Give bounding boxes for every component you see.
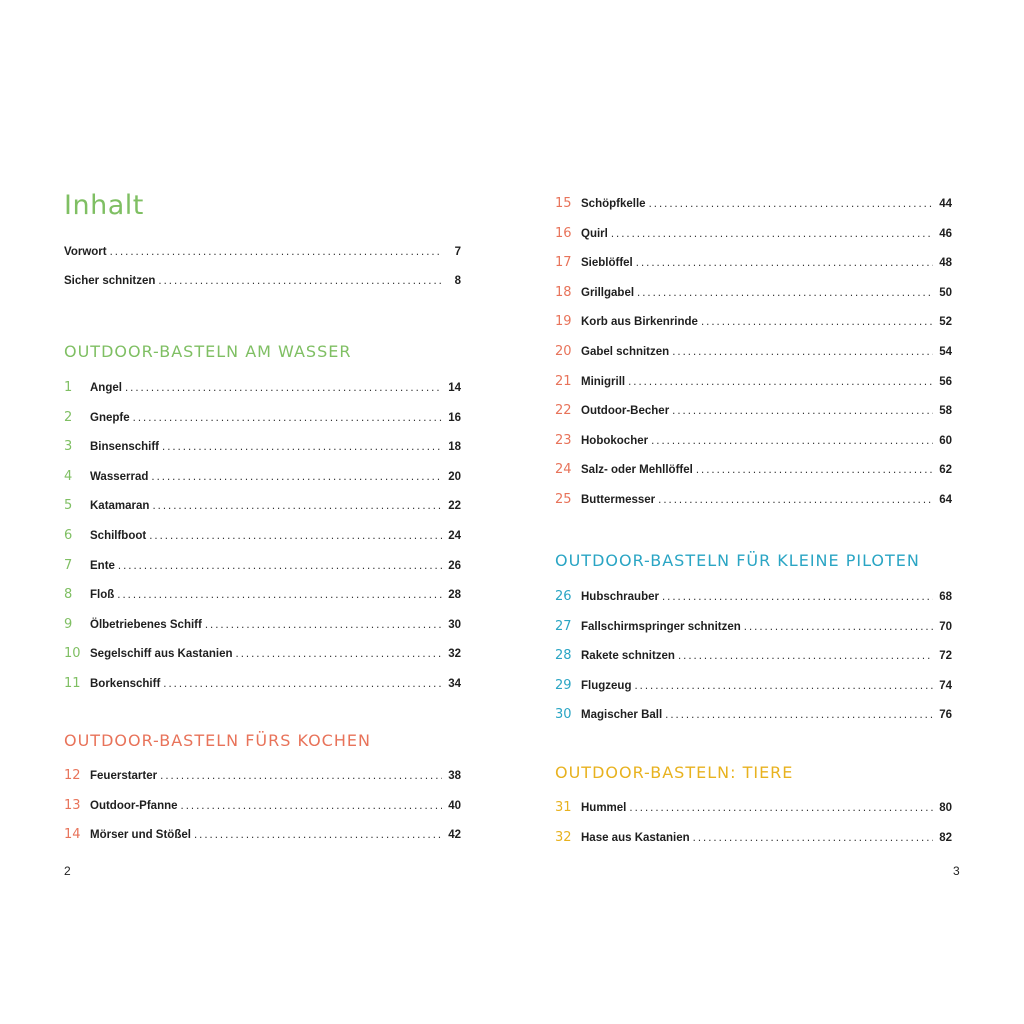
toc-entry[interactable]	[64, 469, 461, 487]
entry-page: 62	[939, 464, 952, 477]
toc-entry[interactable]	[64, 380, 461, 398]
toc-entry[interactable]	[64, 768, 461, 786]
entry-label: Hummel	[581, 802, 627, 814]
toc-entry[interactable]	[64, 558, 461, 576]
leader-dots	[158, 275, 442, 287]
entry-number: 22	[555, 403, 572, 419]
leader-dots	[149, 530, 442, 542]
leader-dots	[637, 287, 933, 299]
entry-label: Hubschrauber	[581, 591, 659, 603]
right-page	[512, 0, 1024, 1024]
toc-entry[interactable]	[555, 707, 952, 725]
toc-entry[interactable]	[64, 827, 461, 845]
entry-label: Schilfboot	[90, 530, 147, 542]
entry-number: 11	[64, 676, 81, 691]
entry-page: 38	[448, 770, 461, 782]
entry-number: 30	[555, 707, 572, 723]
entry-number: 27	[555, 618, 572, 634]
leader-dots	[678, 650, 933, 662]
entry-label: Feuerstarter	[90, 770, 158, 782]
entry-number: 12	[64, 768, 81, 783]
entry-page: 58	[939, 405, 952, 418]
leader-dots	[628, 376, 933, 388]
entry-page: 82	[939, 831, 952, 844]
leader-dots	[125, 382, 442, 394]
entry-page: 24	[448, 530, 461, 542]
leader-dots	[636, 257, 933, 269]
leader-dots	[651, 435, 933, 447]
page-number-right: 3	[953, 864, 960, 878]
entry-page: 40	[448, 799, 461, 812]
toc-entry[interactable]	[64, 798, 461, 816]
entry-number: 4	[64, 468, 73, 484]
entry-number: 5	[64, 498, 73, 514]
entry-number: 31	[555, 800, 572, 815]
toc-entry-vorwort[interactable]	[64, 246, 461, 264]
entry-page: 50	[939, 286, 952, 299]
entry-number: 21	[555, 373, 572, 389]
entry-label: Gnepfe	[90, 411, 130, 424]
toc-entry[interactable]	[555, 619, 952, 637]
toc-entry[interactable]	[64, 587, 461, 605]
entry-page: 22	[448, 500, 461, 513]
leader-dots	[194, 829, 442, 841]
leader-dots	[160, 770, 442, 782]
entry-page: 80	[939, 802, 952, 814]
entry-label: Sicher schnitzen	[64, 275, 156, 287]
entry-label: Wasserrad	[90, 470, 149, 483]
toc-entry[interactable]	[555, 196, 952, 214]
entry-page: 76	[939, 709, 952, 722]
entry-number: 15	[555, 196, 572, 211]
toc-entry[interactable]	[64, 528, 461, 546]
leader-dots	[118, 560, 442, 572]
entry-number: 13	[64, 797, 81, 813]
entry-label: Grillgabel	[581, 286, 635, 299]
entry-page: 26	[448, 559, 461, 572]
entry-label: Schöpfkelle	[581, 198, 646, 210]
page-number-left: 2	[64, 864, 71, 878]
leader-dots	[162, 441, 442, 453]
entry-number: 7	[64, 557, 73, 573]
leader-dots	[634, 680, 933, 692]
entry-page: 68	[939, 591, 952, 603]
entry-number: 18	[555, 284, 572, 300]
entry-page: 64	[939, 494, 952, 506]
section-heading-kochen: OUTDOOR-BASTELN FÜRS KOCHEN	[64, 731, 371, 750]
leader-dots	[152, 500, 442, 512]
entry-label: Ente	[90, 559, 115, 572]
entry-label: Ölbetriebenes Schiff	[90, 618, 202, 631]
entry-page: 42	[448, 829, 461, 842]
entry-number: 14	[64, 827, 81, 843]
entry-page: 54	[939, 346, 952, 358]
toc-entry[interactable]	[555, 403, 952, 421]
toc-entry[interactable]	[555, 344, 952, 362]
toc-entry-sicher-schnitzen[interactable]	[64, 275, 461, 293]
leader-dots	[629, 802, 933, 814]
entry-label: Angel	[90, 382, 122, 394]
entry-page: 60	[939, 434, 952, 447]
entry-label: Mörser und Stößel	[90, 829, 191, 842]
entry-number: 10	[64, 646, 81, 662]
toc-entry[interactable]	[555, 678, 952, 696]
entry-number: 24	[555, 462, 572, 478]
toc-entry[interactable]	[64, 646, 461, 664]
entry-label: Borkenschiff	[90, 678, 161, 690]
toc-entry[interactable]	[555, 374, 952, 392]
leader-dots	[672, 405, 933, 417]
entry-page: 74	[939, 679, 952, 692]
entry-label: Quirl	[581, 227, 608, 240]
entry-number: 9	[64, 616, 73, 632]
entry-label: Katamaran	[90, 500, 150, 513]
entry-number: 2	[64, 409, 73, 425]
entry-page: 8	[454, 275, 461, 287]
toc-entry[interactable]	[64, 439, 461, 457]
leader-dots	[658, 494, 933, 506]
entry-page: 34	[448, 678, 461, 690]
leader-dots	[665, 709, 933, 721]
toc-entry[interactable]	[555, 285, 952, 303]
entry-label: Korb aus Birkenrinde	[581, 316, 698, 329]
entry-number: 3	[64, 439, 73, 455]
entry-page: 20	[448, 470, 461, 483]
leader-dots	[181, 800, 442, 812]
toc-entry[interactable]	[555, 314, 952, 332]
entry-label: Binsenschiff	[90, 441, 160, 454]
toc-entry[interactable]	[555, 648, 952, 666]
entry-label: Hase aus Kastanien	[581, 831, 690, 844]
entry-page: 52	[939, 316, 952, 329]
entry-number: 32	[555, 829, 572, 845]
entry-page: 56	[939, 375, 952, 388]
entry-label: Segelschiff aus Kastanien	[90, 648, 233, 661]
toc-entry[interactable]	[555, 800, 952, 818]
entry-label: Flugzeug	[581, 679, 632, 692]
entry-label: Magischer Ball	[581, 709, 663, 722]
leader-dots	[744, 621, 933, 633]
entry-number: 19	[555, 314, 572, 330]
leader-dots	[696, 464, 933, 476]
entry-page: 48	[939, 257, 952, 270]
entry-page: 72	[939, 650, 952, 663]
toc-entry[interactable]	[555, 462, 952, 480]
entry-label: Sieblöffel	[581, 257, 633, 270]
entry-page: 14	[448, 382, 461, 394]
leader-dots	[693, 832, 933, 844]
entry-label: Outdoor-Becher	[581, 405, 670, 418]
entry-page: 46	[939, 227, 952, 240]
toc-entry[interactable]	[555, 492, 952, 510]
entry-label: Fallschirmspringer schnitzen	[581, 620, 741, 633]
toc-entry[interactable]	[555, 830, 952, 848]
entry-label: Minigrill	[581, 375, 626, 388]
entry-page: 30	[448, 618, 461, 631]
toc-entry[interactable]	[555, 589, 952, 607]
leader-dots	[117, 589, 442, 601]
leader-dots	[672, 346, 933, 358]
leader-dots	[163, 678, 442, 690]
section-heading-tiere: OUTDOOR-BASTELN: TIERE	[555, 763, 794, 782]
entry-page: 16	[448, 411, 461, 424]
leader-dots	[662, 591, 933, 603]
toc-entry[interactable]	[64, 676, 461, 694]
leader-dots	[611, 228, 933, 240]
leader-dots	[151, 471, 442, 483]
toc-title: Inhalt	[64, 190, 144, 221]
entry-page: 44	[939, 198, 952, 210]
leader-dots	[701, 316, 933, 328]
leader-dots	[236, 648, 442, 660]
leader-dots	[205, 619, 442, 631]
entry-label: Rakete schnitzen	[581, 650, 675, 663]
entry-label: Buttermesser	[581, 494, 656, 506]
entry-label: Salz- oder Mehllöffel	[581, 464, 693, 477]
toc-entry[interactable]	[555, 255, 952, 273]
entry-label: Vorwort	[64, 246, 107, 258]
entry-page: 18	[448, 441, 461, 454]
section-heading-wasser: OUTDOOR-BASTELN AM WASSER	[64, 342, 352, 361]
section-heading-piloten: OUTDOOR-BASTELN FÜR KLEINE PILOTEN	[555, 551, 920, 570]
toc-entry[interactable]	[64, 617, 461, 635]
entry-page: 32	[448, 648, 461, 661]
entry-number: 1	[64, 380, 73, 395]
leader-dots	[133, 412, 442, 424]
entry-number: 23	[555, 432, 572, 448]
entry-number: 6	[64, 528, 73, 543]
leader-dots	[110, 246, 442, 258]
entry-number: 16	[555, 225, 572, 241]
entry-number: 26	[555, 589, 572, 604]
entry-number: 25	[555, 492, 572, 507]
entry-page: 28	[448, 589, 461, 602]
toc-entry[interactable]	[555, 433, 952, 451]
entry-number: 8	[64, 587, 73, 603]
entry-number: 17	[555, 255, 572, 271]
entry-number: 29	[555, 677, 572, 693]
toc-entry[interactable]	[64, 410, 461, 428]
entry-page: 70	[939, 620, 952, 633]
leader-dots	[649, 198, 933, 210]
toc-entry[interactable]	[555, 226, 952, 244]
entry-label: Hobokocher	[581, 434, 649, 447]
entry-label: Floß	[90, 589, 115, 602]
toc-entry[interactable]	[64, 498, 461, 516]
entry-page: 7	[454, 246, 461, 258]
entry-number: 28	[555, 648, 572, 664]
entry-label: Gabel schnitzen	[581, 346, 670, 358]
entry-number: 20	[555, 344, 572, 359]
entry-label: Outdoor-Pfanne	[90, 799, 178, 812]
